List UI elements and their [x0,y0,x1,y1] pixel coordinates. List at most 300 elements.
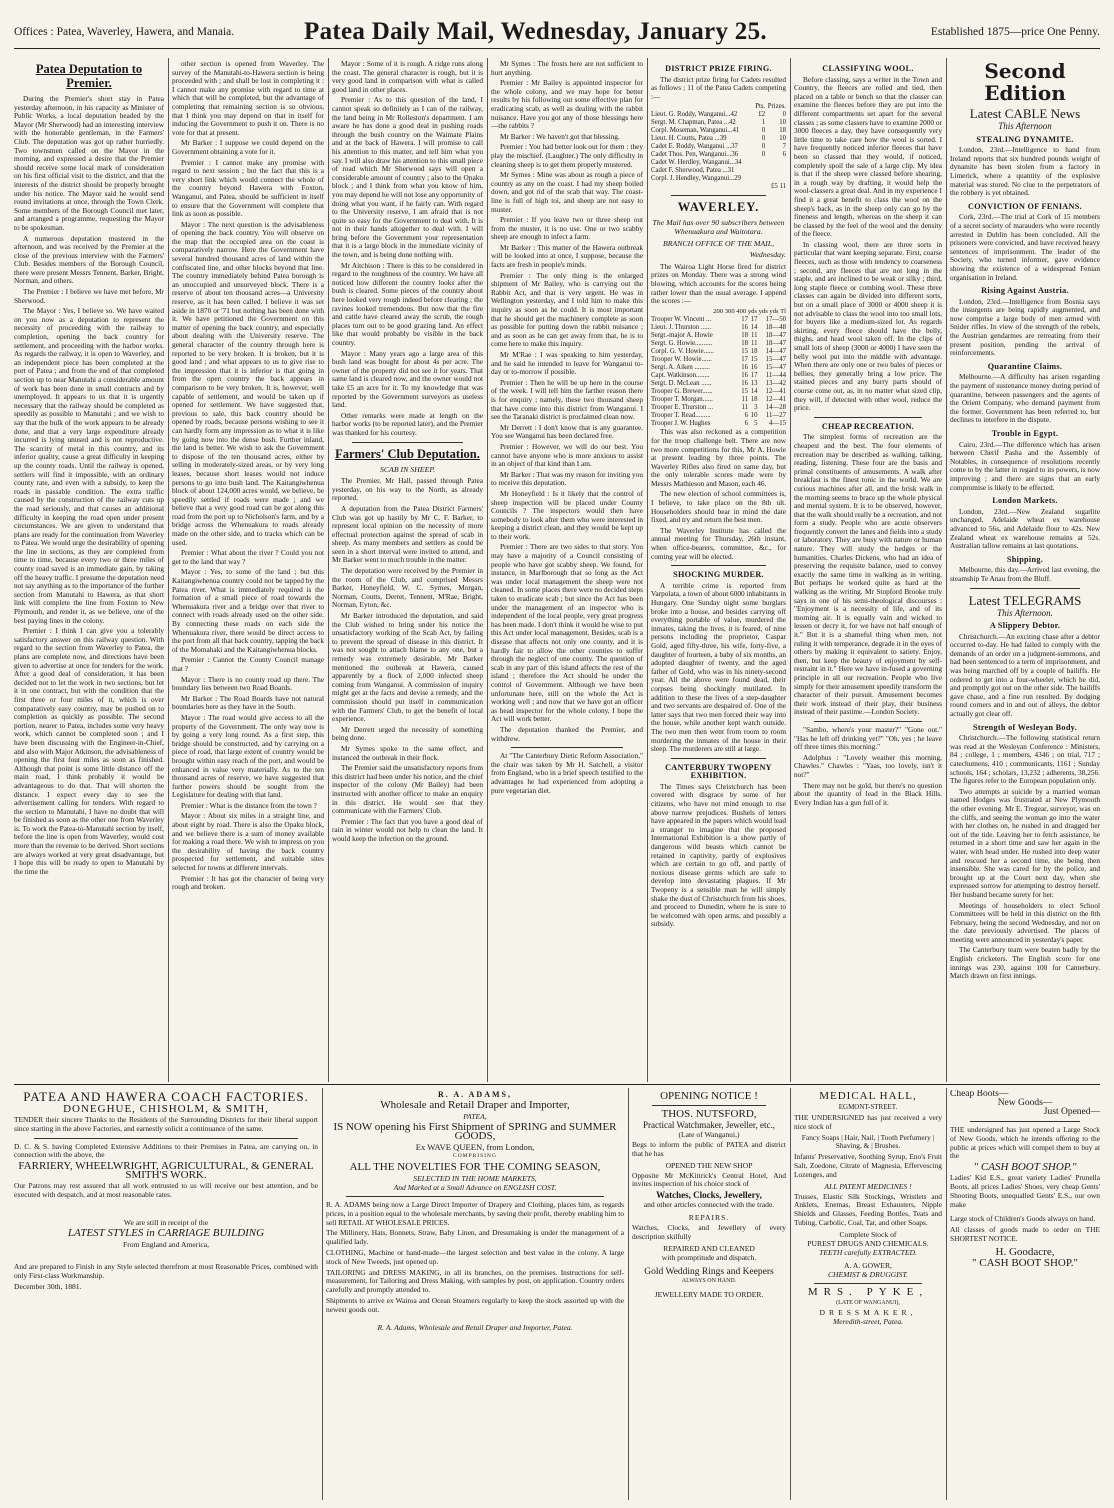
table-cell: 11 [750,340,758,348]
table-cell: Corpl. J. Hendley, Wanganui...29 [651,175,742,183]
news-item-heading: CONVICTION OF FENIANS. [968,201,1082,211]
table-cell: Sergt.-major A. Howie [651,332,713,340]
table-cell: 12—41 [765,388,786,396]
table-cell: 0 [782,111,786,119]
column-divider [790,58,791,1082]
table-cell: Sergt. M. Chapman, Patea ...42 [651,119,736,127]
paragraph: Premier : I cannot make any promise with regard to next session ; but the fact that this is a very short link which would connect the whole of the country beyond Hawera with Foxton, Wanganui, and Patea, should be sufficient in itself to ensure that the Government will complete that link as soon as possible. [172,157,324,219]
ad-text: COMPRISING [453,1153,497,1159]
table-cell: 11—44 [765,372,786,380]
table-row [651,388,786,396]
paragraph: The deputation were received by the Premier in the room of the Club, and comprised Messrs Barker, Honeyfield, W. C. Symes, Morgan, Norman, Coutts, Derret, Tennent, M'Rae, Bright, Norman, Eyton, &c. [332,566,483,610]
telegrams-title: Latest TELEGRAMS [968,592,1082,608]
ad-text: Complete Stock of [839,1229,897,1239]
news-item-heading: Trouble in Egypt. [991,429,1059,438]
ad-rings: Gold Wedding Rings and Keepers [644,1266,774,1277]
table-cell [754,159,765,167]
ad-text: Trusses, Elastic Silk Stockings, Wristlets and Anklets, Enemas, Breast Exhausters, Nipple Shields and Glasses, Feeding Bottles, Teats and Tubing, Carbolic, Coal, Tar, and other Soaps. [794,1191,942,1227]
table-cell: 0 [761,143,766,151]
paragraph: Premier : Cannot the County Council manage that ? [172,655,324,673]
table-cell [765,159,786,167]
divider [814,1283,922,1284]
table-cell: 11—27 [765,412,786,420]
paragraph: other section is opened from Waverley. The survey of the Manutahi-to-Hawera section is being proceeded with ; and shall be lost in completing it : I cannot make any promise with regard to time at which that will be completed, but the advantage of completing that remaining section is so obvious, that I think you may depend on that in itself for inducing the Government to push it on. There is no vote for that at present. [172,60,324,137]
paragraph: The Times says Christchurch has been covered with disgrace by some of her citizens, who have not mind enough to rise above narrow prejudices. Bushels of letters have appeared in the papers which would lead a stranger to imagine that the proposed International Exhibition is a show partly of dangerous wild beasts which cannot be retained in captivity, partly of explosives which are certain to go off, and partly of noxious disease germs which are safe to develop into devastating plagues. If Mr Twopeny is a sensible man he will simply shake the dust of Christchurch from his shoes, and proceed to Dunedin, where he is sure to be welcomed with open arms, and possibly a subsidy. [651,781,786,929]
article-heading: Patea Deputation to Premier. [35,62,143,90]
paragraph: Mr Derrett : I don't know that is any guarantee. You see Wanganui has been declared free. [491,422,643,441]
table-cell: 16 [741,372,749,380]
ad-footer: R. A. Adams, Wholesale and Retail Draper and Importer, Patea. [377,1322,573,1332]
table-row [651,167,786,175]
article-heading: SHOCKING MURDER. [673,570,764,580]
paragraph: The district prize firing for Cadets resulted as follows ; 11 of the Patea Cadets competing :— [651,74,786,101]
divider [671,195,766,196]
table-row [651,332,786,340]
ad-trade: Practical Watchmaker, Jeweller, etc., [642,1120,776,1130]
divider [346,1196,604,1197]
column-second-edition [950,60,1100,1082]
table-cell: Trooper G. Brewer...... [651,388,713,396]
ad-boot-shop [950,1090,1100,1498]
news-item-text: Christchurch.—An exciting chase after a debtor occurred to-day. He had failed to comply with the demands of an order on a judgment-summons, and had been sentenced to a term of imprisonment, and was being marched off by a couple of bailiffs. He ordered to get into a four-wheeler, which he did, and promptly got out on the other side. The bailiffs gave chase, and a fine run resulted. By dodging round corners and in and out of alleys, the debtor actually got clear off. [950,631,1100,719]
table-cell: £2 [758,111,766,119]
ad-name: THOS. NUTSFORD, [661,1108,757,1120]
news-item-heading: Strength of Wesleyan Body. [973,722,1077,732]
ad-text: From England and America, [122,1239,210,1249]
table-cell: 0 [761,151,766,159]
table-cell: 18 [750,348,758,356]
ad-text: Opposite Mr McKittrick's Central Hotel, And invites inspection of his choice stock of [632,1170,786,1189]
ad-text: ALWAYS ON HAND. [681,1277,737,1284]
news-item-text: London, 23rd.—New Zealand sugarlite unchanged. Adelaide wheat ex warehouse advanced to 56s, and Adelaide flour to 42s. New Zealand wheat ex warehouse remains at 52s. Australian tallow remains at last quotations. [950,506,1100,551]
ad-text: CLOTHING, Machine or hand-made—the largest selection and best value in the colony. A large stock of New Tweeds, just opened up. [326,1247,624,1266]
table-cell: Lieut. J. Thurston ...... [651,324,712,332]
table-row [651,316,786,324]
news-item-heading: STEALING DYNAMITE. [976,134,1074,144]
ad-repairs: REPAIRS. [688,1213,730,1223]
paragraph: Mayor : Some of it is rough. A ridge runs along the coast. The general character is rough, but it is very good land in comparison with what is called good land in other places. [332,60,483,94]
paragraph: Premier : However, we will do our best. You cannot have anyone who is more anxious to assist in an object of that kind than I am. [491,441,643,469]
table-row [651,348,786,356]
ad-text: ALL PATENT MEDICINES ! [824,1181,912,1191]
ad-text: PUREST DRUGS AND CHEMICALS. [807,1238,929,1248]
table-cell: Sergt. D. McLean ...... [651,380,712,388]
article-subheading: SCAB IN SHEEP. [379,464,436,474]
paragraph: There may not be gold, but there's no question about the quantity of lead in the Black Hills. Every Indian has a gun full of it. [794,780,942,807]
ad-trade: FARRIERY, WHEELWRIGHT, AGRICULTURAL, & GENERAL SMITH'S WORK. [18,1160,314,1182]
paragraph: Mr Honeyfield : Is it likely that the control of sheep inspection will be placed under County Councils ? The inspectors would then have somebody to look after them who were interested in keeping a district clean, and they would be kept up to their work. [491,488,643,541]
table-total: £5 11 [770,183,786,191]
table-cell: 15 [750,356,758,364]
paragraph: A numerous deputation mustered in the afternoon, and was received by the Premier at the close of the previous interview with the Farmers' Club. Besides members of the Borough Council, there were present Messrs Tennent, Barker, Bright, Norman, and others. [14,233,164,286]
column-farmers-club [332,60,483,1082]
paragraph: The Premier, Mr Hall, passed through Patea yesterday, on his way to the North, as already reported. [332,476,483,503]
ad-ship: Ex WAVE QUEEN, from London, [415,1142,535,1152]
divider [511,747,623,748]
paragraph: Premier : The only thing is the enlarged shipment of Mr Bailey, who is carrying out the Rabbit Act, and that is very urgent. He was in Wellington yesterday, and I told him to make this inquiry as soon as he could. It is most important that he should get the machinery complete as soon as possible for putting down the rabbit nuisance ; and as soon as he can get away from that, he is to come here to make this inquiry. [491,270,643,349]
paragraph: The simplest forms of recreation are the cheapest and the best. The four elements of recreation may be described as walking, talking, reading, listening. These four are the basis and primal constituents of amusements. A walk after breakfast is the finest tonic in the world. We are curious machines after all, and the brisk walk in the morning seems to brace up the whole physical and mental system. It is to be observed, however, that the walk should really be a recreation, and not form a study. People who are acute observers frequently convert the lanes and fields into a study or laboratory. They are busy with nature or human nature. They will study the hedges or the humanities. Charles Dickens, who had an idea of preserving the requisite balance, used to convey exactly the same time in walking as in writing. But perhaps he worked quite as hard at the walking as the writing. Mr Stopford Brooke truly says in one of his semi-theological discourses : "Enjoyment is a necessity of life, and of its morning air. It is equally vain and wicked to lessen or decry it, for we have not half enough of it." But it is a shameful thing when men, not ruling it with temperance, degrade it in the eyes of others by making it equivalent to satiety. Enjoy, then, but keep the beauty of enjoyment by self-restraint in it." Here we have in-fused a governing principle in all our recreation. People who live simply for their amusement speedily transform the character of their pursuit. Amusement becomes their work instead of their play, their business instead of their pastime.—London Society. [794,432,942,717]
article-heading: CLASSIFYING WOOL. [822,64,914,73]
divider [970,588,1080,589]
article-heading: CANTERBURY TWOPENY EXHIBITION. [665,762,772,781]
table-cell: Trooper W. Howie...... [651,356,712,364]
cable-news-title: Latest CABLE News [969,106,1081,121]
table-cell: Trooper W. Vincent ... [651,316,712,324]
table-cell: Sergt. A. Aiken ......... [651,364,710,372]
ad-text: (LATE OF WANGANUI), [836,1299,900,1306]
table-cell: 14 [750,324,758,332]
ad-text: Infants' Preservative, Soothing Syrup, Eno's Fruit Salt, Zoedone, Citrate of Magnesia, Effervescing Lozenges, and [794,1152,942,1179]
table-cell: 17 [750,372,758,380]
paragraph: The deputation thanked the Premier, and withdrew. [491,724,643,743]
paragraph: In classing wool, there are three sorts in particular that want keeping separate. First, coarse fleeces, such as those with tendency to coarseness ; second, any fleeces that are not long in the staple, and are inclined to be weak or silky ; third, long staple fleece or combing wool. These three classes can again be divided into different sorts, but on a small place of 3000 or 4000 sheep it is not advisable to class the wool into too small lots, for buyers like a medium-sized lot. As regards skirting, every fleece should have the belly, thighs, and head wool taken off. In the clips of small lots of sheep (3000 or 4000) I have seen the belly wool put into the middle with advantage. When there are only one or two bales of pieces or bellies, they generally bring a low price. The stained pieces and any burry parts should of course come out, as, in no matter what sized clip, they will, if detected with other wool, reduce the price. [794,239,942,413]
ad-date: December 30th, 1881. [14,1282,82,1292]
table-row [651,380,786,388]
table-row [651,340,786,348]
table-row [651,119,786,127]
ad-text: THE UNDERSIGNED has just received a very nice stock of [794,1113,942,1131]
column-deputation-continued [172,60,324,1082]
table-row [651,324,786,332]
branch-office-line: BRANCH OFFICE OF THE MAIL, [662,238,775,248]
news-item-text: Melbourne.—A difficulty has arisen regarding the payment of sustenance money during period of quarantine, between passengers and the agents of the Orient Company, who demand payment from the former. Government has been referred to, but declines to interfere in the dispute. [950,372,1100,425]
ad-text: Ladies' Kid E.S., great variety Ladies' Prunella Boots, all prices Ladies' Shoes, very cheap Gents' Shooting Boots, unequalled Gents' E.S., our own make [950,1173,1100,1209]
table-cell: Cadet W. Herdley, Wanganui...34 [651,159,742,167]
table-cell [754,167,765,175]
table-cell: 0 [761,127,766,135]
paragraph: Mr Barker : We haven't got that blessing. [500,131,620,141]
table-cell: 13 [750,380,758,388]
paragraph: Premier : What is the distance from the town ? [181,800,317,810]
ad-text: (Late of Wanganui,) [678,1130,740,1139]
table-cell: 17—50 [765,316,786,324]
news-item-heading: Rising Against Austria. [981,286,1069,296]
ad-text: OPENED THE NEW SHOP [665,1160,753,1170]
news-item-heading: Quarantine Claims. [987,361,1063,371]
ad-goods: Watches, Clocks, Jewellery, [656,1190,762,1201]
column-divider [790,1088,791,1500]
table-cell: Cadet F. Sherwood, Patea ...31 [651,167,735,175]
ad-owner: H. Goodacre, [995,1245,1055,1258]
news-item-text: Cork, 23rd.—The trial at Cork of 15 members of a secret society of marauders who were recently arrested in Dublin has been concluded. All the prisoners were convicted, and have received heavy sentences of imprisonment. The leader of the Society, who turned informer, gave evidence showing the existence of a widespread Fenian organisation in Ireland. [950,212,1100,282]
table-cell: 16 [741,380,749,388]
table-cell: 18—47 [765,332,786,340]
divider [352,442,463,443]
paragraph: Mayor : About six miles in a straight line, and about eight by road. There is also the Opaku block, and we believe there is a sum of money available for making a road there. We wish to impress on you the desirability of having the back country prospected for settlement, and suitable sites selected for towns at different intervals. [172,811,324,873]
ad-title: MEDICAL HALL, [819,1090,917,1102]
paragraph: The Waverley Institute has called the annual meeting for Thursday, 26th instant, when office-bearers, committee, &c., for coming year will be elected. [651,525,786,561]
table-header-cell: Prizes. [767,103,786,111]
ad-name: A. A. GOWER, [844,1260,892,1270]
ad-text: R. A. ADAMS being now a Large Direct Importer of Drapery and Clothing, places him, as regards prices, in a position equal to the wholesale merchants, by saving their profit, thereby enabling him to sell RETAIL AT WHOLESALE PRICES. [326,1200,624,1227]
paragraph: Mr Barker introduced the deputation, and said the Club wished to bring under his notice the unsatisfactory working of the Scab Act, by failing to prevent the spread of disease in this district. It was not sought to attach blame to any one, but a remedy was extremely desirable. Mr Barker mentioned the outbreak at Hawera, caused apparently by a flock of 2,000 infected sheep coming from Wanganui. A commission of inquiry might get at the facts and devise a remedy, and the commission should put itself in communication with the Farmers' Club, to get the benefit of local experience. [332,611,483,724]
table-header-row [651,103,786,111]
table-cell: 17 [750,316,758,324]
ad-text: Just Opened— [1043,1107,1100,1117]
paragraph: Mr Aitchison : There is this to be considered in regard to the roughness of the country. We have all noticed how different the country looks after the bush is cleared. Some pieces of the country about here looked very rough indeed before clearing ; the ravines looked tremendous. But now that the fire and cattle have cleared away the scrub, the rough places turn out to be good grazing land. An effect like that would probably be visible in the back country. [332,260,483,347]
table-cell: 18—47 [765,340,786,348]
table-cell: 18 [741,340,749,348]
table-cell: Lieut. H. Coutts, Patea ...39 [651,135,727,143]
article-subheading: The Mail has over 90 subscribers between Whenuakura and Waitotara. [652,218,785,236]
ad-text: SELECTED IN THE HOME MARKETS, [413,1174,537,1183]
table-cell: 10 [779,135,786,143]
table-cell: Capt. Watkinson........ [651,372,710,380]
column-divider [946,58,947,1082]
column-patea-deputation [14,60,164,1082]
ad-text: And are prepared to Finish in any Style selected therefrom at most Reasonable Prices, combined with only First-class Workmanship. [14,1261,318,1280]
table-cell: 12—41 [765,396,786,404]
table-cell: 6 [744,412,749,420]
article-heading: CHEAP RECREATION. [821,421,915,431]
paragraph: A deputation from the Patea District Farmers' Club was got up hastily by Mr C. F. Barker, to represent local opinion on the necessity of more effectual protection against the spread of scab in sheep. As many members and settlers as could be seen in a short interval were invited to attend, and Mr Barker went to much trouble in the matter. [332,503,483,565]
ad-names: DONEGHUE, CHISHOLM, & SMITH, [63,1103,269,1115]
divider [34,1138,298,1139]
table-row [651,127,786,135]
table-row [651,159,786,167]
ad-text: with promptitude and dispatch. [661,1252,757,1262]
ad-name: MRS. PYKE, [807,1285,929,1298]
table-cell: 16 [750,364,758,372]
table-row [651,143,786,151]
this-afternoon-label: This Afternoon. [997,607,1053,618]
ad-text: And Marked at a Small Advance on ENGLISH COST. [393,1183,557,1192]
ad-styles: LATEST STYLES in CARRIAGE BUILDING [67,1226,265,1239]
divider [970,1121,1080,1122]
ad-text: JEWELLERY MADE TO ORDER. [654,1289,764,1299]
table-row [651,404,786,412]
column-divider [946,1088,947,1500]
table-cell: 17 [741,316,749,324]
news-item-heading: London Markets. [992,496,1058,506]
paragraph: Before classing, says a writer in the Town and Country, the fleeces are rolled and tied, then placed on a table or bench so that the classer can examine the fleeces before they are put into the different compartments set apart for the several classes ; as some classers have to examine 2000 or 3000 fleeces a day, they have consequently very little time to take care how the wool is sorted. I have frequently noticed inferior fleeces that have been so classed that they would, if noticed, completely spoil the sale of a large clip. My idea is that if the sheep were classed before shearing, in a rough way by drafting, it would help the wool-classers a great deal. And in my experience I find it a great benefit to class the wool on the sheep's back, as in the sheep only can go by the fineness and length, whereas on the sheep it can be classed by the feel of the wool and the density of the fleece. [794,74,942,239]
table-cell: 11 [750,332,758,340]
paragraph: During the Premier's short stay in Patea yesterday afternoon, in his capacity as Minister of Public Works, a local deputation headed by the Mayor (Mr Sherwood) had an interesting interview with the honorable gentleman, in the Farmers' Club. The deputation was got up rather hurriedly. Two townsmen called on the Mayor in the morning, and expressed a desire that the Premier should receive some local mark of consideration on his first official visit to the district, and that the interests of the district should be properly brought under his notice. The Mayor said he would send round invitations at once, through the Town Clerk. Some members of the Borough Council met later, and arranged a programme, requesting the Mayor to be spokesman. [14,94,164,232]
paragraph: Mayor : Many years ago a large area of this bush land was bought for about 4s per acre. The owner of the property did not see it for years. That same land is cleared now, and the owner would not take £5 an acre for it. To my knowledge that was reported by the Government surveyors as useless land. [332,348,483,410]
table-cell: Cadet Thos. Pen, Wanganui...36 [651,151,739,159]
table-header-cell [651,103,754,111]
table-cell: 16 [741,364,749,372]
offices-line: Offices : Patea, Waverley, Hawera, and Manaia. [14,26,235,38]
news-item-text: Melbourne, this day.—Arrived last evening, the steamship Te Anau from the Bluff. [950,565,1100,583]
ad-text: TENDER their sincere Thanks to the Residents of the Surrounding Districts for their liberal support since starting in the above Factories, and earnestly solicit a continuance of the same. [14,1115,318,1133]
news-item-text: London, 23rd.—Intelligence from Bosnia says the insurgents are being rapidly augmented, and now comprise a large body of men armed with Snider rifles. In view of the strength of the rebels, the Austrian gendarmes are retreating from their present position, pending the arrival of reinforcements. [950,296,1100,358]
divider [671,758,766,759]
column-divider [628,1088,629,1500]
paragraph: Mayor : Yes, to some of the land ; but this Kaitangiwhenua country could not be tapped by the Patea river. What is immediately required is the formation of a small piece of road towards the Whenuakura river and a bridge over that river to connect with roads already used on the other side. By connecting these roads on each side the Whenuakura river, there would be direct access to the port from all that back country, tapping the back of the Momahaki and the Kaitangiwhenua blocks. [172,567,324,654]
scores-header: 200 300 400 yds yds yds Tl [713,307,786,315]
ad-text: Begs to inform the public of PATEA and district that he has [632,1140,786,1158]
paragraph: The Mayor : Yes, I believe so. We have waited on you now as a deputation to represent the necessity of proceeding with the railway to completion, opening the back country for settlement, and proceeding with the harbor works. As regards the railway, it is open to Waverley, and an independent piece has been completed at the port of Patea ; and from the end of that completed section up to near Manutahi a considerable amount of work has been done in small contracts and by unemployed. It appears to us that it is urgently necessary that the railway should be completed as speedily as possible to Manutahi ; and we wish to say that the bulk of the work appears to be already done, and that a very large expenditure already incurred is lying unused and is not reproductive. The scarcity of metal in this country, and its inferior quality, cause a great difficulty in keeping up the county roads. Until the railway is opened, settlers will find it impossible, with an ordinary county rate, and even with a subsidy, to keep the roads in passable condition. The extra traffic caused by the construction of the railway cuts up the road seriously, and that causes an additional difficulty in keeping the road open under present circumstances. We are given to understand that plans are ready for the continuation from Waverley to Patea. We would urge the desirability of opening the line in sections, as they are completed from time to time, because every two or three miles of county road saved is an immediate gain, by taking off the heavy traffic. I presume the deputation need not say anything as to the importance of the further section from Manutahi to Hawera, as that short link will complete the line from Foxton to New Plymouth, and render it, as we believe, one of the best paying lines in the colony. [14,306,164,625]
table-cell: 7 [782,143,786,151]
table-cell: Corpl. G. V. Howie...... [651,348,714,356]
paragraph: Premier : It has got the character of being very rough and broken. [172,873,324,892]
paragraph: Mr Barker : This matter of the Hawera outbreak will be looked into at once, I suppose, because the facts are fresh in people's minds. [491,242,643,270]
table-cell: 15—47 [765,364,786,372]
column-wool-recreation [794,60,942,1082]
paragraph: Mr Barker : That was my reason for inviting you to receive this deputation. [491,469,643,488]
table-cell: Trooper E. Thurston ... [651,404,714,412]
table-row [651,135,786,143]
telegram-items [950,622,1100,981]
paragraph: At "The Canterbury Dietic Reform Association," the chair was taken by Mr H. Satchell, a visitor from England, who in a brief speech testified to the advantages he had experienced from adopting a pure vegetarian diet. [491,751,643,795]
ad-notice: OPENING NOTICE ! [660,1090,758,1102]
table-cell: Lieut. G. Roddy, Wanganui...42 [651,111,738,119]
paragraph: Adolphus : "Lovely weather this morning, Chawles." Chawles : "Yaas, too lovely, isn't it not?" [794,752,942,779]
ad-watchmaker [632,1090,786,1498]
ad-name: R. A. ADAMS, [437,1090,512,1099]
column-scab-continued [491,60,643,1082]
ad-draper [326,1090,624,1498]
ad-text: New Goods— [997,1098,1053,1108]
ad-shop: " CASH BOOT SHOP." [973,1161,1077,1174]
masthead [14,18,1100,49]
column-divider [647,58,648,1082]
ad-text: Shipments to arrive ex Wairoa and Ocean Steamers regularly to keep the stock assorted up with the newest goods out. [326,1295,624,1314]
ad-text: TAILORING and DRESS MAKING, in all its branches, on the premises. Instructions for self-measurement, for Tailoring and Dress Making, with samples by post, on application. Country orders carefully and promptly attended to. [326,1267,624,1295]
column-divider [322,1088,323,1500]
table-cell [765,175,786,183]
ad-text: DRESSMAKER, [819,1307,917,1317]
paragraph: Mayor : There is no county road up there. The boundary lies between two Road Boards. [172,674,324,693]
paragraph: Mr Symes spoke to the same effect, and instanced the outbreak in their flock. [332,743,483,762]
table-cell: 14 [750,388,758,396]
ad-text: Our Patrons may rest assured that all work entrusted to us will receive our best attention, and be executed with despatch, and at most reasonable rates. [14,1181,318,1199]
table-cell: Sergt. G. Howie.......... [651,340,713,348]
news-item-heading: Shipping. [1006,554,1044,564]
table-row [651,372,786,380]
table-cell: 5 [754,420,758,428]
column-divider [328,58,329,1082]
article-heading: DISTRICT PRIZE FIRING. [665,64,772,73]
table-cell: 18 [779,127,786,135]
news-item-heading: A Slippery Debtor. [989,621,1061,631]
paragraph: Premier : There are two sides to that story. You may have a majority of a Council consisting of people who have got scabby sheep. We found, for instance, in Marlborough that so long as the Act was under local management the sheep were not cleaned. In some places there were no decided steps taken to eradicate scab ; but since the Act has been under the management of an inspector who is independent of the local people, very great progress has been made. I don't think it would be wise to put this Act under local management. Besides, scab is a disease that affects not only one county, and it is hardly fair to allow the other counties to suffer through the neglect of one county. The question of scab in any part of this island affects the rest of the island ; therefore the Act should be under the control of Government. Although we have been unfortunate here, still on the whole the Act is working well ; and now that we have got an officer as head inspector for the whole colony, I hope the Act will work better. [491,542,643,724]
ad-shop: " CASH BOOT SHOP." [972,1256,1078,1269]
table-cell: 17 [741,356,749,364]
table-cell: 11 [741,396,749,404]
table-cell: 14—28 [765,404,786,412]
paragraph: Mr Barker : I suppose we could depend on the Government obtaining a vote for it. [172,138,324,156]
dateline: Wednesday. [749,250,786,260]
paragraph: Mr Symes : Mine was about as rough a piece of country as any on the coast. I had my sheep boiled down, and got rid of the scab that way. The coast-line is full of high toi, and sheep are not easy to muster. [491,170,643,214]
table-cell: 6 [744,420,749,428]
table-cell: Trooper T. Morgan...... [651,396,713,404]
prize-firing-table [651,103,786,191]
ad-title: PATEA AND HAWERA COACH FACTORIES. [23,1090,309,1104]
table-cell: 6 [782,151,786,159]
paragraph: The new election of school committees is, I believe, to take place on the 8th ult. Householders should bear in mind the date fixed, and try and return the best men. [651,489,786,525]
paragraph: The Wairoa Light Horse fired for district prizes on Monday. There was a strong wind blowing, which accounts for the scores being rather lower than the usual average. I append the scores :— [651,261,786,306]
paragraph: Mr M'Rae : I was speaking to him yesterday, and he said he intended to leave for Wanganui to-day or to-morrow if possible. [491,350,643,377]
table-total-row [651,183,786,191]
ad-place: PATEA, [463,1112,487,1121]
ad-street: EGMONT-STREET. [838,1103,898,1111]
news-item-text: Cairo, 23rd.—The difference which has arisen between Cherif Pasha and the Assembly of Notables, in consequence of resolutions recently come to by the latter in regard to its powers, is now improving ; and there are signs that an early compromise is likely to be effected. [950,439,1100,492]
paragraph: Premier : The fact that you have a good deal of rain in winter would not help to clean the land. It would keep the infection on the ground. [332,816,483,843]
ad-text: REPAIRED AND CLEANED [663,1243,755,1253]
ad-text: Watches, Clocks, and Jewellery of every description skilfully [632,1223,786,1241]
newspaper-title: Patea Daily Mail, Wednesday, January 25. [304,18,767,45]
table-cell: 1 [761,119,766,127]
ad-text: D. C. & S. having Completed Extensive Additions to their Premises in Patea, are carrying on, in connection with the above, the [14,1141,318,1160]
column-divider [168,58,169,1082]
table-cell: 10 [750,412,758,420]
paragraph: Premier : Mr Bailey is appointed inspector for the whole colony, and we may hope for better results by his following out some effective plan for eradicating scab, as well as dealing with the rabbit nuisance. Have you got any of those blessings here—the rabbits ? [491,78,643,131]
table-cell: 18—48 [765,324,786,332]
paragraph: Premier : If you leave two or three sheep out from the muster, it is no use. One or two scabby sheep are enough to infect a farm. [491,215,643,242]
ad-text: We are still in receipt of the [123,1217,209,1227]
paragraph: Premier : Then he will be up here in the course of the week. I will tell him the farther reason there is for enquiry ; namely, these two thousand sheep that have come into this district from Wanganui. I see the Taranaki district is proclaimed clean now. [491,377,643,422]
article-heading: WAVERLEY. [677,200,760,215]
table-row [651,364,786,372]
paragraph: Mr Symes : The frosts here are not sufficient to hurt anything. [491,60,643,77]
paragraph: The Premier said the unsatisfactory reports from this district had been under his notice, and the chief inspector of the colony (Mr Bailey) had been instructed with another officer to make an enquiry in this district. He would see that they communicate with the Farmers' Club. [332,763,483,816]
table-cell [754,175,765,183]
paragraph: This was also reckoned as a competition for the troop challenge belt. There are now two more competitions for this, Mr A. Howie at present leading by three points. The Waverley Rifles also fired on same day, but the only tolerable scores made were by Messrs Mathieson and Mason, each 46. [651,427,786,488]
paragraph: Other remarks were made at length on the harbor works (to be reported later), and the Premier was thanked for his courtesy. [332,410,483,437]
paragraph: Mayor : The next question is the advisableness of opening the back country. You will observe on the map that the occupied area on the coast is comparatively narrow. Here the Government have several hundred thousand acres of land within the confiscated line, and other blocks beyond that line. The country immediately behind Patea borough is an unoccupied and unsurveyed block. There is a reserve of about ten thousand acres—a University reserve, as it has been called. I believe it was set aside in 1870 or '71 but nothing has been done with it. We have petitioned the Government on this matter of opening the back country, and especially about dealing with the University reserve. The general character of the country through here is reported to be very broken. It is broken, but it is good land ; and what appears to us to give rise to the impression that it is inferior is that going in from the open country the back appears in comparison to be very broken. It is, however, well capable of settlement, and would be taken up if opened for settlement. We have suggested that, previous to sale, this back country should be opened by roads, because persons wishing to see it can hardly form any impression as to what it is like by going now into the dense bush. Further inland, the land is better. We wish to ask the Government to dispose of the ten thousand acres, either by selling in moderately-sized areas, or by very long leases, because short leases would not induce persons to go into bush land. The Kaitangiwhenua block of about 124,000 acres would, we believe, be speedily settled if roads were made ; and we believe that a very good road can be got along this road from the port up to Nicholson's farm, and by a bridge across the Whenuakura to roads already made on the other side, and to tracks which can be used. [172,219,324,547]
news-item-text: The Canterbury team were beaten badly by the English cricketers. The English score for one innings was 230, against 100 for Canterbury. Match drawn on first innings. [950,945,1100,981]
this-afternoon-label: This Afternoon [998,121,1052,131]
ad-text: The Millinery, Hats, Bonnets, Straw, Baby Linen, and Dressmaking is under the management of a qualified lady. [326,1228,624,1247]
table-row [651,175,786,183]
table-cell: 0 [761,135,766,143]
table-cell: 15—47 [765,356,786,364]
divider [652,1105,766,1106]
news-item-text: London, 23rd.—Intelligence to hand from Ireland reports that six hundred pounds weight of dynamite has been stolen from a factory in Limerick, where a quantity of the explosive material was stored. No clue to the perpetrators of the robbery is yet obtained. [950,145,1100,198]
table-cell: 13—42 [765,380,786,388]
paragraph: Premier : As to this question of the land, I cannot speak so definitely as I can of the railway, the land being in Mr Rolleston's department. I am aware he has done a good deal in pushing roads through the bush country on the Waimate Plains and at the back of Hawera. I will promise to call his attention to this matter, and tell him what you say. I will also draw his attention to this small piece of road which Mr Sherwood says will open a considerable amount of country ; also to the Opaku block ; and I think from what you know of him, you may depend he will not lose any opportunity of doing what you want, if he fairly can. With regard to the University reserve, I am afraid that is not quite so easy for the Government to deal with. It is not in their hands altogether to deal with. I will bring before the Government your representation that it is a large block in the immediate vicinity of the town, and is being done nothing with. [332,95,483,260]
paragraph: "Sambo, where's your master?" "Gone out." "Has he left off drinking yet?" "Oh, yes ; he leave off three times this morning." [794,724,942,752]
ad-text: CHEMIST & DRUGGIST. [827,1269,909,1279]
second-edition-title: Second Edition [984,60,1066,105]
table-cell: 15 [741,388,749,396]
ad-text: THE undersigned has just opened a Large Stock of New Goods, which he intends offering to the public at prices which will compel them to buy at the [950,1125,1100,1161]
ad-medical-hall [794,1090,942,1498]
ad-title: Wholesale and Retail Draper and Importer, [380,1099,570,1111]
column-divider [487,58,488,1082]
cable-items [950,136,1100,584]
ad-text: Fancy Soaps | Hair, Nail, | Tooth Perfumery | Shaving, & | Brushes. [801,1132,935,1151]
scores-table [651,316,786,428]
table-cell: 18 [741,332,749,340]
news-item-text: Meetings of householders to elect School Committees will be held in this district on the 8th February, being the second Wednesday, and not on the date previously advertised. The places of meeting were announced in yesterday's paper. [950,900,1100,944]
table-cell: 14—47 [765,348,786,356]
table-cell: 10 [779,119,786,127]
table-header-cell: Pts. [755,103,766,111]
paragraph: Premier : I think I can give you a tolerably satisfactory answer on this railway question. With regard to the section from Waverley to Patea, the plans are complete now, and directions have been given to advertise at once for tenders for the work. After a good deal of consideration, it has been decided not to let the work in two sections, but let it in one contract, but with the condition that the first three or four miles of it, which is over comparatively easy country, may be pushed on to completion as quickly as possible. The second portion, nearer to Patea, includes some very heavy work, which cannot be completed soon ; and I have been discussing with the Engineer-in-Chief, and also with Major Atkinson, the advisableness of opening the first four miles as soon as finished. Although that point is some little distance off the main road, I think probably it would be advantageous to do that. That will shorten the distance. I expect every day to see the advertisement calling for tenders. With regard to the section to Manutahi, I have no doubt that will be finished as soon as the other one from Waverley is. To work the Patea-to-Manutahi section by itself, before the line is open from Waverley, would cost more than the revenue to be derived. Short sections are always worked at very great disadvantage, but I hope this will be ready to open to Manutahi by the time the [14,626,164,876]
ad-text: IS NOW opening his First Shipment of SPRING and SUMMER GOODS, [333,1121,617,1142]
table-row [651,151,786,159]
ad-coach-factories [14,1090,318,1498]
table-cell: 11 [741,404,749,412]
ad-text: Cheap Boots— [950,1090,1009,1099]
table-cell: 16 [741,324,749,332]
ad-text: TEETH carefully EXTRACTED. [819,1247,917,1257]
news-item-text: Christchurch.—The following statistical return was read at the Wesleyan Conference : Ministers, 84 ; college, 1 ; members, 4346 ; on trial, 717 ; catechumens, 410 ; communicants, 1161 ; Sunday schools, 164 ; scholars, 13,232 ; adherents, 38,256. The figures refer to the European population only. [950,733,1100,786]
ad-text: Large stock of Children's Goods always on hand. [950,1214,1096,1224]
article-heading: Farmers' Club Deputation. [335,446,480,461]
ad-text: Meredith-street, Patea. [832,1316,904,1326]
table-cell: 18 [750,396,758,404]
divider [814,417,922,418]
divider [814,721,922,722]
table-row [651,356,786,364]
advertisement-rule [14,1084,1100,1085]
paragraph: Premier : What about the river ? Could you not get to the land that way ? [172,548,324,566]
paragraph: Premier : You had better look out for them : they play the mischief. (Laughter.) The only difficulty in cleaning sheep is to get them properly mustered. [491,142,643,169]
